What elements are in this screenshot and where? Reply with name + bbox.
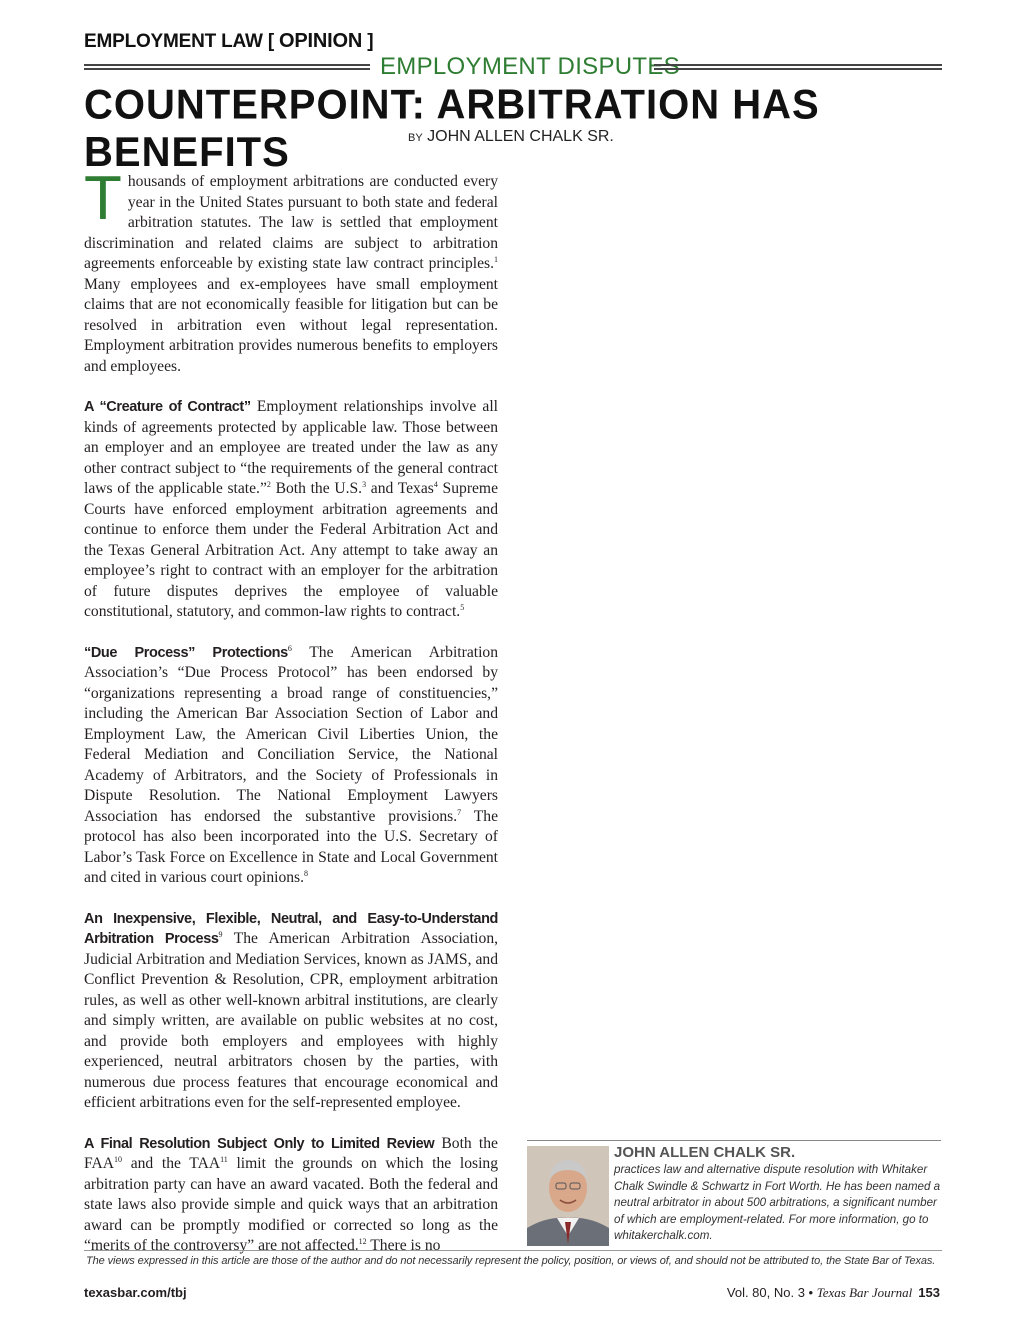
byline-by: BY [408,132,423,144]
footnote-ref: 2 [266,479,271,489]
footer-volume: Vol. 80, No. 3 • [726,1285,817,1300]
p4-text: The American Arbitration Association, Judicial Arbitration and Mediation Services, known as JAMS, and Conflict Prevention & Resolution, CPR, employment arbitration rules, as well as other well-known arbitral institutions, are clearly and simply written, are available on public websites at no cost, and provide both employers and employees with highly experienced, neutral arbitrators chosen by the parties, with numerous due process features that encourage economical and efficient arbitrations even for the self-represented employee. [84,930,499,1111]
page-number: 153 [918,1285,940,1300]
bio-name: JOHN ALLEN CHALK SR. [614,1144,796,1161]
department-kicker [84,30,373,53]
footnote-ref: 3 [362,479,367,489]
p5-text-d-start: There is no [366,1237,441,1254]
article-paragraph-5 [84,1134,498,1257]
headline: COUNTERPOINT: ARBITRATION HAS BENEFITS [84,81,820,176]
footnote-ref: 8 [304,868,309,878]
p1-text-b: Many employees and ex-employees have small employment claims that are not economically feasible for litigation but can be resolved in arbitration even without legal representation. Employment arbitration provides numerous benefits to employers and employees. [84,275,498,375]
footer-divider [84,1250,942,1251]
p2-text-b: Both the U.S. [270,480,363,497]
article-paragraph-3 [84,643,498,889]
p5-text-c: limit the grounds on which the losing arbitration party can have an award vacated. Both the federal and state laws also provide simple and quick ways that an arbitration award can be promptly modified or corrected so long as the “merits of the controversy” are not affected. [84,1155,499,1254]
drop-cap: T [84,164,122,233]
footnote-ref: 5 [460,602,465,612]
subhead-due-process: “Due Process” Protections [84,644,288,661]
byline [408,128,614,146]
footnote-ref: 4 [433,479,438,489]
subhead-inexpensive-process: An Inexpensive, Flexible, Neutral, and Easy-to-Understand Arbitration Process [84,910,498,947]
footer-url[interactable] [84,1285,187,1300]
author-portrait [527,1146,609,1246]
article-paragraph-1 [84,164,498,377]
section-rule-right [654,64,942,70]
p2-text-a: Employment relationships involve all kinds of agreements protected by applicable law. Those between an employer and an employee are treated under the law as any other contract subject to “the requirements of the general contract laws of the applicable state.” [84,398,498,497]
p5-text-a: Both the FAA [84,1134,498,1172]
article-column-left [84,164,499,1277]
subhead-final-resolution: A Final Resolution Subject Only to Limited Review [84,1135,435,1152]
p2-text-d: Supreme Courts have enforced employment arbitration agreements and continue to enforce them under the Federal Arbitration Act and the Texas General Arbitration Act. Any attempt to take away an employee’s right to contract with an employer for the arbitration of future disputes deprives the employee of valuable constitutional, statutory, and common-law rights to contract. [84,480,498,620]
section-rule-left [84,64,370,70]
article-paragraph-2 [84,397,498,623]
author-photo [527,1146,609,1246]
kicker-prefix: EMPLOYMENT LAW [ [84,31,280,52]
byline-author: JOHN ALLEN CHALK SR. [427,128,614,145]
footer-url-link[interactable]: texasbar.com/tbj [84,1285,187,1300]
p3-text-b: The protocol has also been incorporated into the U.S. Secretary of Labor’s Task Force on Excellence in State and Local Government and cited in various court opinions. [84,807,498,886]
p1-text-a: housands of employment arbitrations are conducted every year in the United States pursuant to both state and federal arbitration statutes. The law is settled that employment discrimination and related claims are subject to arbitration agreements enforceable by existing state law contract principles. [84,173,498,272]
footnote-ref: 1 [494,254,498,264]
footer-issue [727,1285,940,1301]
footnote-ref: 7 [457,807,462,817]
footnote-ref: 6 [287,643,292,653]
kicker-suffix: ] [362,31,374,52]
section-title: EMPLOYMENT DISPUTES [380,53,680,80]
footnote-ref: 12 [358,1236,367,1246]
bio-divider [527,1140,941,1141]
p3-text-a: The American Arbitration Association’s “Due Process Protocol” has been endorsed by “organizations representing a broad range of constituencies,” including the American Bar Association Section of Labor and Employment Law, the American Civil Liberties Union, the Federal Mediation and Conciliation Service, the National Academy of Arbitrators, and the Society of Professionals in Dispute Resolution. The National Employment Lawyers Association has endorsed the substantive provisions. [84,643,498,825]
p2-text-c: and Texas [366,480,434,497]
footnote-ref: 9 [218,929,223,939]
disclaimer: The views expressed in this article are those of the author and do not necessarily represent the policy, position, or views of, and should not be attributed to, the State Bar of Texas. [86,1255,936,1267]
bio-text: practices law and alternative dispute resolution with Whitaker Chalk Swindle & Schwartz in Fort Worth. He has been named a neutral arbitrator in about 500 arbitrations, a significant number of which are employment-related. For more information, go to whitakerchalk.com. [614,1163,941,1243]
kicker-opinion: OPINION [279,30,363,52]
footnote-ref: 11 [220,1154,228,1164]
footer-journal: Texas Bar Journal [816,1285,913,1300]
subhead-creature-of-contract: A “Creature of Contract” [84,399,251,415]
footnote-ref: 10 [114,1154,123,1164]
p5-text-b: and the TAA [122,1155,221,1172]
article-paragraph-4 [84,909,498,1114]
